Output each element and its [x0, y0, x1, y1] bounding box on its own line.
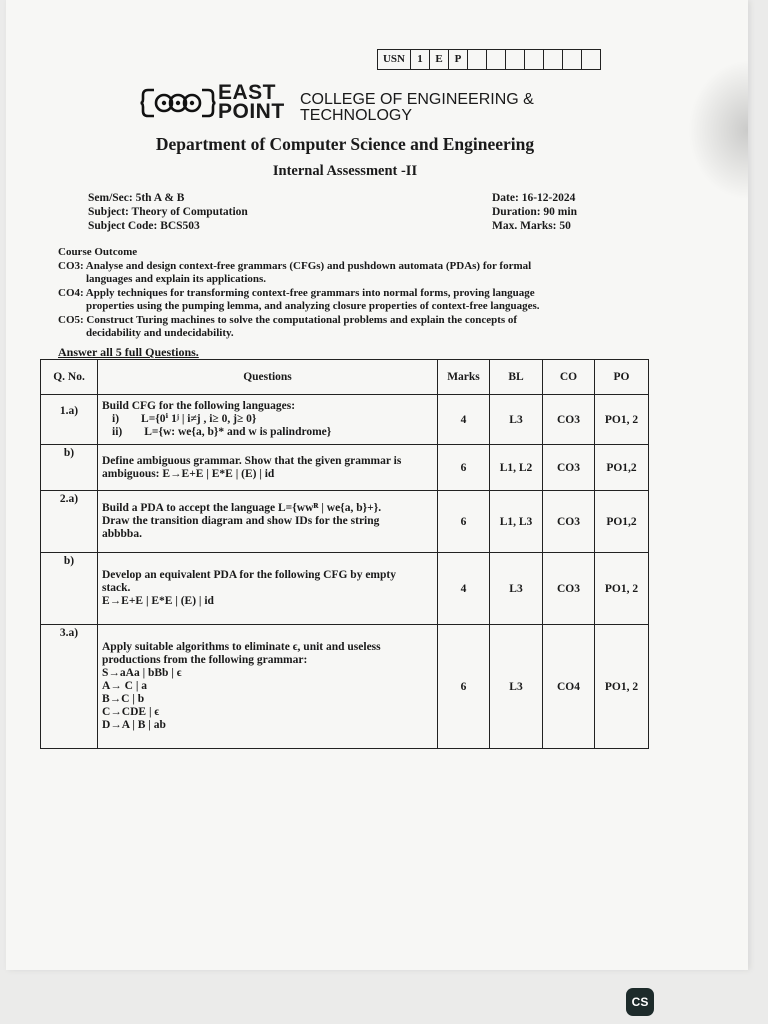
- usn-box: [377, 49, 601, 70]
- co-cell: CO3: [543, 445, 595, 491]
- po-cell: PO1, 2: [595, 625, 649, 749]
- marks-cell: 6: [438, 625, 490, 749]
- question-line: Draw the transition diagram and show IDs for the string: [102, 515, 380, 527]
- col-header: BL: [490, 360, 543, 395]
- usn-cell: 1: [411, 50, 430, 69]
- question-text: [98, 395, 438, 445]
- question-line: ambiguous: E→E+E | E*E | (E) | id: [102, 467, 275, 480]
- college-name-line2: TECHNOLOGY: [300, 107, 413, 124]
- co5-text-cont: decidability and undecidability.: [86, 327, 234, 339]
- po-cell: PO1,2: [595, 445, 649, 491]
- table-row: [41, 445, 649, 491]
- usn-cell: [487, 50, 506, 69]
- usn-cell: [468, 50, 487, 69]
- table-row: [41, 395, 649, 445]
- col-header: Marks: [438, 360, 490, 395]
- question-line: D→A | B | ab: [102, 719, 166, 731]
- question-text: [98, 625, 438, 749]
- camscanner-badge: CS: [626, 988, 654, 1016]
- co-cell: CO3: [543, 553, 595, 625]
- question-number: b): [41, 445, 98, 491]
- col-header: Q. No.: [41, 360, 98, 395]
- question-line: A→ C | a: [102, 680, 148, 692]
- bl-cell: L3: [490, 625, 543, 749]
- question-line: stack.: [102, 582, 131, 594]
- question-number: 2.a): [41, 491, 98, 553]
- exam-date: Date: 16-12-2024: [492, 192, 576, 204]
- exam-meta-left: [88, 191, 248, 233]
- exam-meta-right: [492, 191, 577, 233]
- col-header: CO: [543, 360, 595, 395]
- table-row: [41, 553, 649, 625]
- co4-text-cont: properties using the pumping lemma, and analyzing closure properties of context-free languages.: [86, 300, 540, 312]
- po-cell: PO1,2: [595, 491, 649, 553]
- col-header: Questions: [98, 360, 438, 395]
- bl-cell: L3: [490, 553, 543, 625]
- table-row: [41, 491, 649, 553]
- co3-text: CO3: Analyse and design context-free grammars (CFGs) and pushdown automata (PDAs) for formal: [58, 259, 532, 272]
- question-line: S→aAa | bBb | ϵ: [102, 667, 182, 679]
- co-cell: CO3: [543, 395, 595, 445]
- usn-cell: [582, 50, 600, 69]
- question-text: [98, 491, 438, 553]
- bl-cell: L3: [490, 395, 543, 445]
- subitem-label: i): [112, 413, 120, 425]
- question-text: [98, 553, 438, 625]
- table-header-row: [41, 360, 649, 395]
- course-outcome-heading: Course Outcome: [58, 246, 138, 258]
- co-cell: CO4: [543, 625, 595, 749]
- marks-cell: 6: [438, 445, 490, 491]
- usn-cell: P: [449, 50, 468, 69]
- co-cell: CO3: [543, 491, 595, 553]
- question-line: C→CDE | ϵ: [102, 706, 160, 718]
- question-line: productions from the following grammar:: [102, 654, 308, 666]
- question-line: Apply suitable algorithms to eliminate ϵ, unit and useless: [102, 641, 381, 653]
- question-number: 1.a): [41, 395, 98, 445]
- usn-cell: E: [430, 50, 449, 69]
- question-text: [98, 445, 438, 491]
- questions-table: [40, 359, 649, 749]
- subject-code: Subject Code: BCS503: [88, 220, 200, 232]
- po-cell: PO1, 2: [595, 553, 649, 625]
- question-line: Develop an equivalent PDA for the following CFG by empty: [102, 569, 396, 581]
- exam-duration: Duration: 90 min: [492, 206, 577, 218]
- marks-cell: 4: [438, 553, 490, 625]
- page-shadow: [688, 60, 748, 200]
- bl-cell: L1, L3: [490, 491, 543, 553]
- usn-cell: [525, 50, 544, 69]
- sem-sec: Sem/Sec: 5th A & B: [88, 192, 185, 204]
- usn-cell: [544, 50, 563, 69]
- question-line: Build a PDA to accept the language L={wwᴿ | we{a, b}+}.: [102, 502, 382, 514]
- co5-text: CO5: Construct Turing machines to solve the computational problems and explain the concepts of: [58, 313, 518, 326]
- subitem-label: ii): [112, 426, 123, 438]
- marks-cell: 6: [438, 491, 490, 553]
- question-line: abbbba.: [102, 528, 142, 540]
- brand-east: EAST: [218, 81, 277, 104]
- subject: Subject: Theory of Computation: [88, 206, 248, 218]
- co3-text-cont: languages and explain its applications.: [86, 273, 267, 285]
- course-outcome: [58, 246, 606, 341]
- college-name-line1: COLLEGE OF ENGINEERING &: [300, 91, 534, 108]
- assessment-title: Internal Assessment -II: [272, 163, 418, 179]
- question-number: b): [41, 553, 98, 625]
- bl-cell: L1, L2: [490, 445, 543, 491]
- brand-point: POINT: [218, 100, 285, 123]
- subitem-text: L={0ⁱ 1ʲ | i≠j , i≥ 0, j≥ 0}: [141, 413, 257, 425]
- department-title: Department of Computer Science and Engineering: [155, 134, 535, 154]
- usn-cell: [563, 50, 582, 69]
- col-header: PO: [595, 360, 649, 395]
- subitem-text: L={w: we{a, b}* and w is palindrome}: [144, 426, 332, 438]
- usn-label: USN: [378, 50, 411, 69]
- question-line: B→C | b: [102, 693, 145, 705]
- po-cell: PO1, 2: [595, 395, 649, 445]
- question-number: 3.a): [41, 625, 98, 749]
- marks-cell: 4: [438, 395, 490, 445]
- question-line: Define ambiguous grammar. Show that the given grammar is: [102, 454, 402, 467]
- college-logo-icon: [140, 86, 216, 120]
- table-row: [41, 625, 649, 749]
- question-line: Build CFG for the following languages:: [102, 400, 296, 412]
- co4-text: CO4: Apply techniques for transforming context-free grammars into normal forms, proving language: [58, 286, 535, 299]
- usn-cell: [506, 50, 525, 69]
- max-marks: Max. Marks: 50: [492, 220, 571, 232]
- question-line: E→E+E | E*E | (E) | id: [102, 595, 214, 607]
- instruction: Answer all 5 full Questions.: [58, 345, 199, 359]
